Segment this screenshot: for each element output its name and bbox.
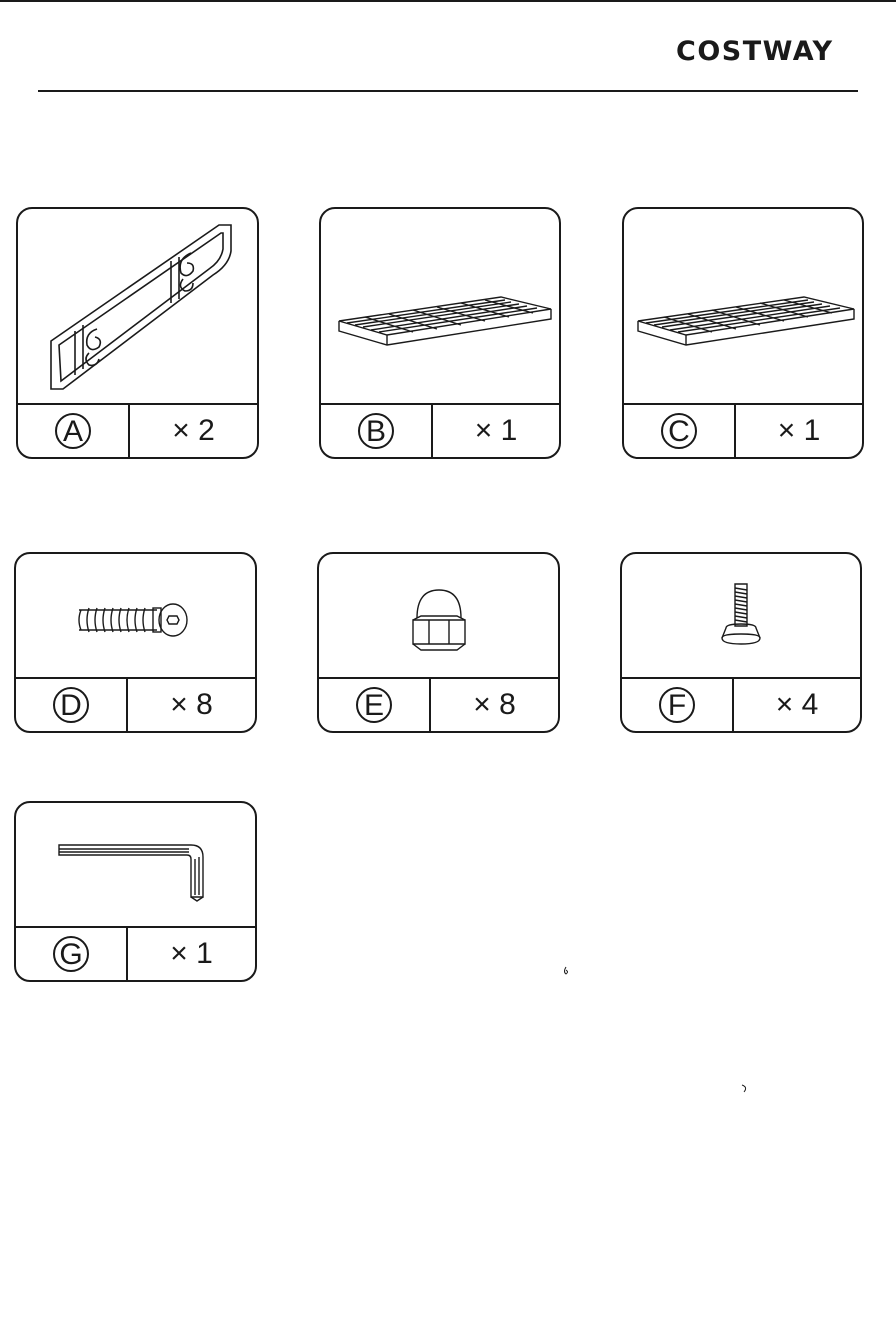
part-g-footer (16, 926, 255, 980)
part-d-letter-badge: D (53, 687, 89, 723)
part-card-e (317, 552, 560, 733)
part-a-footer (18, 403, 257, 457)
part-a-illustration (18, 209, 257, 407)
part-e-letter-badge: E (356, 687, 392, 723)
top-border (0, 0, 896, 2)
part-f-illustration (622, 554, 860, 681)
part-card-a (16, 207, 259, 459)
part-b-footer (321, 403, 559, 457)
part-b-quantity: × 1 (474, 414, 518, 447)
part-card-d (14, 552, 257, 733)
part-f-letter-badge: F (659, 687, 695, 723)
part-d-quantity: × 8 (170, 688, 213, 721)
screw-icon (71, 588, 201, 648)
part-d-footer (16, 677, 255, 731)
svg-text:COSTWAY: COSTWAY (676, 36, 834, 64)
leveling-foot-icon (706, 578, 776, 658)
part-c-footer (624, 403, 862, 457)
part-f-footer (622, 677, 860, 731)
stray-mark (562, 966, 570, 976)
part-card-f (620, 552, 862, 733)
wire-shelf-icon (628, 213, 858, 403)
part-card-b (319, 207, 561, 459)
allen-key-icon (51, 827, 221, 907)
part-a-letter-badge: A (55, 413, 91, 449)
part-e-quantity: × 8 (473, 688, 516, 721)
header-divider (38, 90, 858, 92)
part-g-letter-badge: G (53, 936, 89, 972)
side-frame-icon (23, 213, 253, 403)
part-card-c (622, 207, 864, 459)
wire-shelf-icon (325, 213, 555, 403)
costway-logo (676, 34, 858, 64)
part-e-illustration (319, 554, 558, 681)
part-g-quantity: × 1 (170, 937, 213, 970)
part-d-illustration (16, 554, 255, 681)
part-b-illustration (321, 209, 559, 407)
part-g-illustration (16, 803, 255, 930)
stray-mark (740, 1083, 748, 1093)
part-card-g (14, 801, 257, 982)
part-c-quantity: × 1 (777, 414, 821, 447)
cap-nut-icon (399, 578, 479, 658)
brand-logo (676, 34, 858, 64)
part-b-letter-badge: B (358, 413, 394, 449)
part-e-footer (319, 677, 558, 731)
part-c-illustration (624, 209, 862, 407)
part-f-quantity: × 4 (775, 688, 819, 721)
part-c-letter-badge: C (661, 413, 697, 449)
part-a-quantity: × 2 (172, 414, 215, 447)
